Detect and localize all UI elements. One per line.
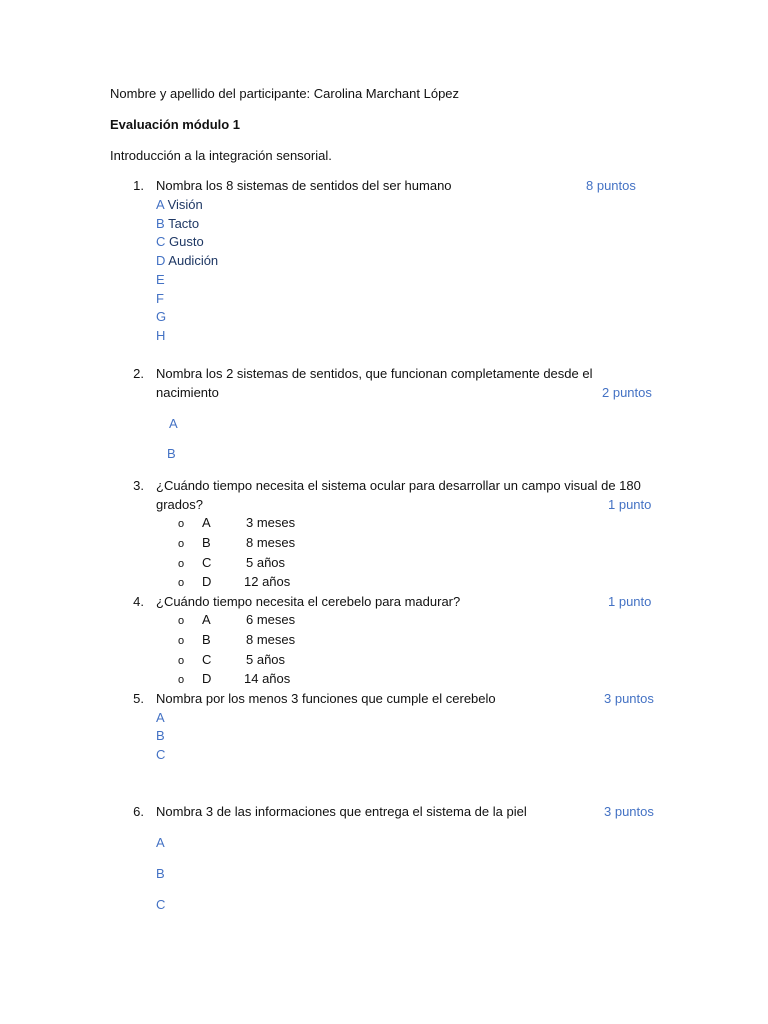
option-text: 14 años [244, 671, 291, 686]
answer-letter: A [156, 835, 165, 850]
answer-line [156, 215, 199, 233]
answer-letter: G [156, 309, 167, 324]
answer-text: Audición [168, 253, 219, 268]
option-row [178, 651, 286, 670]
question-points: 3 puntos [604, 691, 654, 706]
answer-line [156, 196, 203, 214]
answer-line [156, 233, 204, 251]
option-text: 12 años [244, 574, 291, 589]
answer-letter: B [156, 728, 165, 743]
option-row [178, 554, 286, 573]
answer-text: Gusto [169, 234, 204, 249]
option-bullet: o [178, 655, 185, 667]
option-bullet: o [178, 538, 185, 550]
answer-letter: B [156, 216, 165, 231]
option-letter: C [202, 652, 212, 667]
option-row [178, 670, 291, 689]
question-number: 6. [133, 804, 144, 819]
option-bullet: o [178, 615, 185, 627]
participant-name: Nombre y apellido del participante: Carolina Marchant López [110, 86, 460, 101]
question-points: 1 punto [608, 497, 652, 512]
question-text-continued: grados? [156, 497, 203, 512]
question-number: 1. [133, 178, 144, 193]
question-text: ¿Cuándo tiempo necesita el cerebelo para madurar? [156, 594, 461, 609]
option-text: 6 meses [246, 612, 296, 627]
option-text: 8 meses [246, 535, 296, 550]
question-points: 2 puntos [602, 385, 652, 400]
option-bullet: o [178, 577, 185, 589]
answer-letter: A [156, 710, 165, 725]
question-number: 3. [133, 478, 144, 493]
option-text: 8 meses [246, 632, 296, 647]
option-letter: B [202, 535, 211, 550]
option-bullet: o [178, 674, 185, 686]
answer-line [156, 252, 218, 270]
option-row [178, 631, 296, 650]
question-number: 2. [133, 366, 144, 381]
answer-letter: F [156, 291, 164, 306]
question-points: 1 punto [608, 594, 652, 609]
option-letter: A [202, 612, 211, 627]
answer-letter: A [169, 416, 178, 431]
question-text: Nombra 3 de las informaciones que entrega el sistema de la piel [156, 804, 527, 819]
answer-letter: B [156, 866, 165, 881]
answer-text: Tacto [168, 216, 200, 231]
answer-letter: H [156, 328, 166, 343]
answer-letter: D [156, 253, 166, 268]
option-row [178, 534, 296, 553]
option-letter: A [202, 515, 211, 530]
option-row [178, 514, 296, 533]
option-letter: D [202, 671, 212, 686]
question-points: 3 puntos [604, 804, 654, 819]
answer-letter: E [156, 272, 165, 287]
page-subtitle: Introducción a la integración sensorial. [110, 148, 332, 163]
question-number: 5. [133, 691, 144, 706]
question-number: 4. [133, 594, 144, 609]
option-row [178, 573, 291, 592]
option-letter: C [202, 555, 212, 570]
answer-letter: C [156, 897, 166, 912]
answer-text: Visión [167, 197, 203, 212]
option-bullet: o [178, 518, 185, 530]
answer-letter: C [156, 747, 166, 762]
option-letter: B [202, 632, 211, 647]
page-title: Evaluación módulo 1 [110, 117, 241, 132]
option-text: 5 años [246, 555, 286, 570]
question-text: ¿Cuándo tiempo necesita el sistema ocular para desarrollar un campo visual de 180 [156, 478, 641, 493]
option-row [178, 611, 296, 630]
option-text: 3 meses [246, 515, 296, 530]
answer-letter: B [167, 446, 176, 461]
option-bullet: o [178, 635, 185, 647]
answer-letter: A [156, 197, 164, 212]
question-text: Nombra por los menos 3 funciones que cumple el cerebelo [156, 691, 496, 706]
question-text: Nombra los 2 sistemas de sentidos, que funcionan completamente desde el [156, 366, 593, 381]
question-points: 8 puntos [586, 178, 636, 193]
answer-letter: C [156, 234, 166, 249]
option-bullet: o [178, 558, 185, 570]
option-text: 5 años [246, 652, 286, 667]
question-text-continued: nacimiento [156, 385, 219, 400]
question-text: Nombra los 8 sistemas de sentidos del ser humano [156, 178, 452, 193]
option-letter: D [202, 574, 212, 589]
